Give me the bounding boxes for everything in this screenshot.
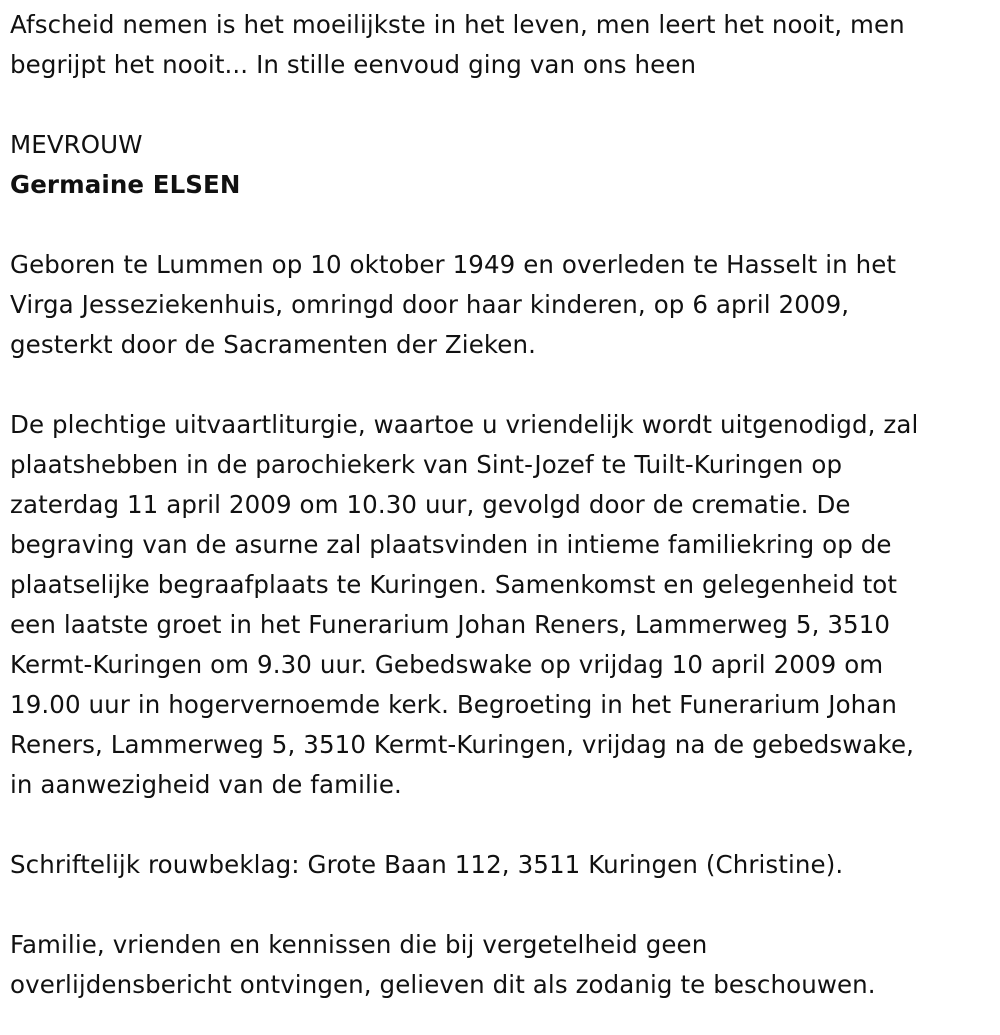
- spacer: [10, 885, 990, 925]
- spacer: [10, 365, 990, 405]
- ceremony-line: plaatselijke begraafplaats te Kuringen. Samenkomst en gelegenheid tot: [10, 570, 898, 599]
- birth-death-paragraph: [10, 245, 990, 365]
- ceremony-line: Reners, Lammerweg 5, 3510 Kermt-Kuringen, vrijdag na de gebedswake,: [10, 730, 915, 759]
- ceremony-line: in aanwezigheid van de familie.: [10, 770, 402, 799]
- ceremony-paragraph: [10, 405, 990, 805]
- spacer: [10, 805, 990, 845]
- closing-line: overlijdensbericht ontvingen, gelieven dit als zodanig te beschouwen.: [10, 970, 876, 999]
- ceremony-line: een laatste groet in het Funerarium Johan Reners, Lammerweg 5, 3510: [10, 610, 891, 639]
- closing-line: Familie, vrienden en kennissen die bij vergetelheid geen: [10, 930, 708, 959]
- birth-death-line: Virga Jesseziekenhuis, omringd door haar kinderen, op 6 april 2009,: [10, 290, 850, 319]
- ceremony-line: plaatshebben in de parochiekerk van Sint-Jozef te Tuilt-Kuringen op: [10, 450, 843, 479]
- ceremony-line: begraving van de asurne zal plaatsvinden in intieme familiekring op de: [10, 530, 892, 559]
- spacer: [10, 205, 990, 245]
- closing-paragraph: [10, 925, 990, 1005]
- obituary-notice: [0, 5, 1000, 1035]
- ceremony-line: 19.00 uur in hogervernoemde kerk. Begroeting in het Funerarium Johan: [10, 690, 898, 719]
- birth-death-line: Geboren te Lummen op 10 oktober 1949 en overleden te Hasselt in het: [10, 250, 897, 279]
- intro-paragraph: [10, 5, 990, 85]
- birth-death-line: gesterkt door de Sacramenten der Zieken.: [10, 330, 536, 359]
- condolence-address: Schriftelijk rouwbeklag: Grote Baan 112, 3511 Kuringen (Christine).: [10, 850, 844, 879]
- ceremony-line: zaterdag 11 april 2009 om 10.30 uur, gevolgd door de crematie. De: [10, 490, 851, 519]
- deceased-title: MEVROUW: [10, 130, 143, 159]
- intro-line: Afscheid nemen is het moeilijkste in het leven, men leert het nooit, men: [10, 10, 905, 39]
- deceased-name: Germaine ELSEN: [10, 170, 241, 199]
- ceremony-line: De plechtige uitvaartliturgie, waartoe u vriendelijk wordt uitgenodigd, zal: [10, 410, 919, 439]
- spacer: [10, 85, 990, 125]
- intro-line: begrijpt het nooit... In stille eenvoud ging van ons heen: [10, 50, 697, 79]
- ceremony-line: Kermt-Kuringen om 9.30 uur. Gebedswake op vrijdag 10 april 2009 om: [10, 650, 884, 679]
